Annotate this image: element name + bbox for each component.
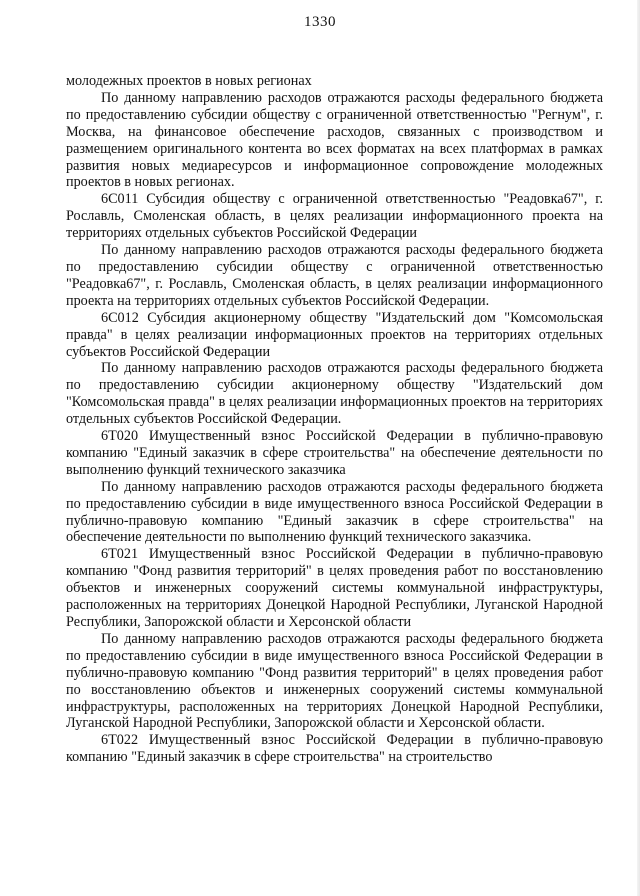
page-number: 1330 bbox=[304, 14, 336, 30]
section-6t020-description: По данному направлению расходов отражаются расходы федерального бюджета по предоставлению субсидии в виде имущественного взноса Российской Федерации в публично-правовую компанию "Единый заказчик в сфере строительства" на обеспечение деятельности по выполнению функций технического заказчика. bbox=[66, 478, 603, 546]
page-body bbox=[66, 73, 603, 766]
section-6c012-description: По данному направлению расходов отражаются расходы федерального бюджета по предоставлению субсидии акционерному обществу "Издательский дом "Комсомольская правда" в целях реализации информационных проектов на территориях отдельных субъектов Российской Федерации. bbox=[66, 360, 603, 428]
paragraph-continuation: молодежных проектов в новых регионах bbox=[66, 73, 312, 89]
paragraph-regnum-description: По данному направлению расходов отражаются расходы федерального бюджета по предоставлению субсидии обществу с ограниченной ответственностью "Регнум", г. Москва, на финансовое обеспечение расходов, связанных с производством и размещением оригинального контента во всех форматах на всех платформах в рамках развития новых медиаресурсов и информационное сопровождение молодежных проектов в новых регионах. bbox=[66, 89, 603, 191]
section-6t020-title: 6Т020 Имущественный взнос Российской Федерации в публично-правовую компанию "Единый заказчик в сфере строительства" на обеспечение деятельности по выполнению функций технического заказчика bbox=[66, 428, 603, 478]
section-6c011-title: 6С011 Субсидия обществу с ограниченной ответственностью "Реадовка67", г. Рославль, Смоленская область, в целях реализации информационного проекта на территориях отдельных субъектов Российской Федерации bbox=[66, 191, 603, 242]
section-6t021-title: 6Т021 Имущественный взнос Российской Федерации в публично-правовую компанию "Фонд развития территорий" в целях проведения работ по восстановлению объектов и инженерных сооружений системы коммунальной инфраструктуры, расположенных на территориях Донецкой Народной Республики, Луганской Народной Республики, Запорожской области и Херсонской области bbox=[66, 546, 603, 630]
section-6t021-description: По данному направлению расходов отражаются расходы федерального бюджета по предоставлению субсидии в виде имущественного взноса Российской Федерации в публично-правовую компанию "Фонд развития территорий" в целях проведения работ по восстановлению объектов и инженерных сооружений системы коммунальной инфраструктуры, расположенных на территориях Донецкой Народной Республики, Луганской Народной Республики, Запорожской области и Херсонской области. bbox=[66, 630, 603, 732]
section-6t022-title: 6Т022 Имущественный взнос Российской Федерации в публично-правовую компанию "Единый заказчик в сфере строительства" на строительство bbox=[66, 732, 603, 766]
section-6c012-title: 6С012 Субсидия акционерному обществу "Издательский дом "Комсомольская правда" в целях реализации информационных проектов на территориях отдельных субъектов Российской Федерации bbox=[66, 309, 603, 360]
section-6c011-description: По данному направлению расходов отражаются расходы федерального бюджета по предоставлению субсидии обществу с ограниченной ответственностью "Реадовка67", г. Рославль, Смоленская область, в целях реализации информационного проекта на территориях отдельных субъектов Российской Федерации. bbox=[66, 242, 603, 309]
